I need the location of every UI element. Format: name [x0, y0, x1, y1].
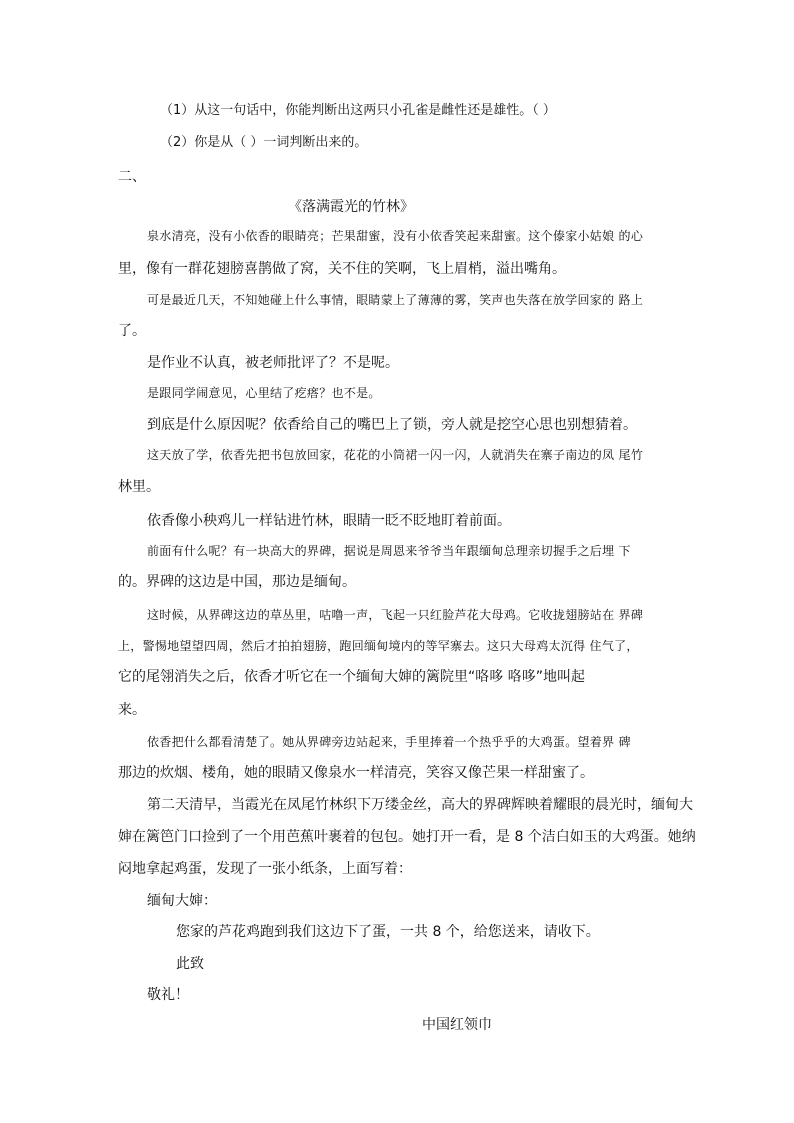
section-number: 二、 [118, 169, 146, 185]
letter-signature: 中国红领巾 [422, 1017, 492, 1033]
paragraph-10-line-1: 依香把什么都看清楚了。她从界碑旁边站起来，手里捧着一个热乎乎的大鸡蛋。望着界 碑 [147, 735, 631, 749]
paragraph-6-line-2: 林里。 [118, 479, 160, 495]
story-title: 《落满霞光的竹林》 [288, 199, 414, 215]
paragraph-11-line-1: 第二天清早，当霞光在凤尾竹林织下万缕金丝，高大的界碑辉映着耀眼的晨光时，缅甸大 [147, 797, 693, 813]
question-1: （1）从这一句话中，你能判断出这两只小孔雀是雌性还是雄性。（ ） [160, 103, 556, 118]
paragraph-2-line-1: 可是最近几天，不知她碰上什么事情，眼睛蒙上了薄薄的雾，笑声也失落在放学回家的 路上 [147, 293, 644, 307]
paragraph-5: 到底是什么原因呢？依香给自己的嘴巴上了锁，旁人就是挖空心思也别想猜着。 [147, 417, 637, 433]
paragraph-8-line-2: 的。界碑的这边是中国，那边是缅甸。 [118, 574, 356, 590]
letter-closing-2: 敬礼！ [147, 987, 189, 1003]
paragraph-9-line-3: 它的尾翎消失之后，依香才听它在一个缅甸大婶的篱院里“咯哆 咯哆”地叫起 [118, 669, 585, 685]
letter-closing-1: 此致 [176, 956, 204, 972]
paragraph-9-line-1: 这时候，从界碑这边的草丛里，咕噜一声，飞起一只红脸芦花大母鸡。它收拢翅膀站在 界碑 [147, 608, 644, 622]
paragraph-1-line-1: 泉水清亮，没有小依香的眼睛亮；芒果甜蜜，没有小依香笑起来甜蜜。这个傣家小姑娘 的心 [147, 229, 644, 243]
paragraph-2-line-2: 了。 [118, 323, 146, 339]
paragraph-9-line-2: 上，警惕地望望四周，然后才拍拍翅膀，跑回缅甸境内的等罕寨去。这只大母鸡太沉得 住气了， [118, 639, 639, 653]
paragraph-7: 依香像小秧鸡儿一样钻进竹林，眼睛一眨不眨地盯着前面。 [147, 513, 511, 529]
paragraph-1-line-2: 里，像有一群花翅膀喜鹊做了窝，关不住的笑啊，飞上眉梢，溢出嘴角。 [118, 261, 566, 277]
letter-body: 您家的芦花鸡跑到我们这边下了蛋，一共 8 个，给您送来，请收下。 [176, 924, 600, 940]
paragraph-11-line-3: 闷地拿起鸡蛋，发现了一张小纸条，上面写着： [118, 861, 412, 877]
paragraph-3: 是作业不认真，被老师批评了？不是呢。 [147, 355, 399, 371]
paragraph-10-line-2: 那边的炊烟、楼角，她的眼睛又像泉水一样清亮，笑容又像芒果一样甜蜜了。 [118, 765, 594, 781]
paragraph-4: 是跟同学闹意见，心里结了疙瘩？也不是。 [147, 386, 381, 400]
paragraph-9-line-4: 来。 [118, 702, 146, 718]
paragraph-6-line-1: 这天放了学，依香先把书包放回家，花花的小筒裙一闪一闪，人就消失在寨子南边的凤 尾竹 [147, 448, 644, 462]
question-2: （2）你是从（ ）一词判断出来的。 [160, 135, 368, 150]
letter-salutation: 缅甸大婶： [147, 893, 217, 909]
paragraph-8-line-1: 前面有什么呢？有一块高大的界碑，据说是周恩来爷爷当年跟缅甸总理亲切握手之后埋 下 [147, 544, 631, 558]
paragraph-11-line-2: 婶在篱笆门口捡到了一个用芭蕉叶裹着的包包。她打开一看，是 8 个洁白如玉的大鸡蛋。她纳 [118, 829, 696, 845]
